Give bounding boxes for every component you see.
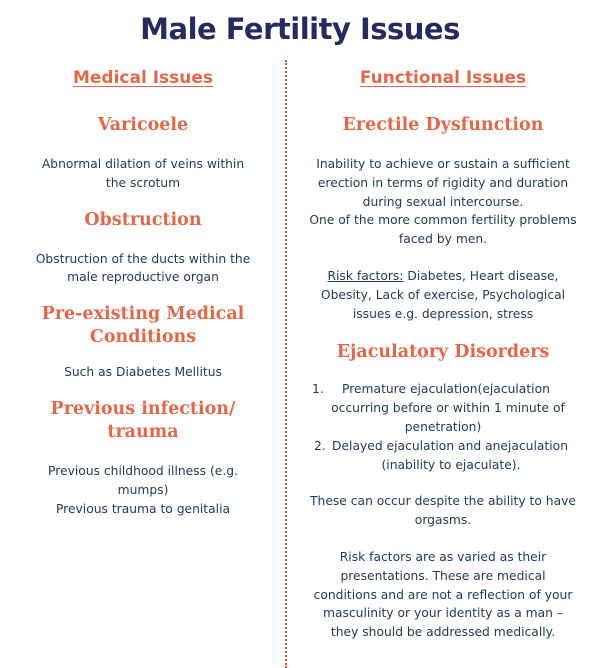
ed-risk-line: Obesity, Lack of exercise, Psychological [320,287,566,302]
ejaculatory-disorders-section [298,341,588,642]
functional-issues-column [298,64,588,642]
ed-line: faced by men. [398,232,488,247]
ed-line: One of the more common fertility problems [309,213,577,228]
obstruction-line: male reproductive organ [67,270,219,285]
erectile-dysfunction-title: Erectile Dysfunction [342,115,544,135]
previous-infection-title: Previous infection/ [50,398,236,419]
obstruction-section [8,209,278,288]
medical-issues-heading: Medical Issues [72,68,214,88]
ed-line: erection in terms of rigidity and duration [317,175,569,190]
ej-closing-line: presentations. These are medical [340,568,546,583]
ed-risk-factors [298,267,588,286]
ej-note-line: orgasms. [414,513,472,528]
varicoele-line: the scrotum [105,175,181,190]
list-item [298,437,588,475]
list-item-line: penetration) [404,419,482,434]
medical-issues-column [8,64,278,518]
ej-closing-line: conditions and are not a reflection of your [313,587,573,602]
list-item-line [298,437,588,456]
list-number: 1. [312,382,324,397]
ed-risk-line: issues e.g. depression, stress [352,306,534,321]
list-number: 2. [314,438,326,453]
varicoele-section [8,114,278,193]
risk-factors-label: Risk factors: [327,268,404,283]
ej-note-line: These can occur despite the ability to have [310,494,576,509]
ejaculatory-disorders-title: Ejaculatory Disorders [336,342,550,363]
preexisting-title: Conditions [89,327,197,348]
obstruction-line: Obstruction of the ducts within the [35,251,251,266]
ej-closing-line: Risk factors are as varied as their [339,549,547,564]
ejaculatory-disorders-list [298,380,588,474]
varicoele-title: Varicoele [97,115,189,135]
previous-infection-title: trauma [107,421,179,442]
ej-closing-line: they should be addressed medically. [330,625,556,640]
column-divider [285,60,287,668]
preexisting-title: Pre-existing Medical [41,304,245,325]
functional-issues-heading: Functional Issues [359,68,527,88]
list-item-line: (inability to ejaculate). [381,457,521,472]
risk-factors-text: Diabetes, Heart disease, [403,268,559,283]
erectile-dysfunction-section [298,114,588,323]
list-item [298,380,588,436]
ed-line: during sexual intercourse. [362,194,524,209]
previous-infection-section [8,398,278,518]
list-item-text: Premature ejaculation(ejaculation [342,382,550,397]
ed-line: Inability to achieve or sustain a sufficient [316,157,570,171]
preexisting-line: Such as Diabetes Mellitus [64,365,222,380]
obstruction-title: Obstruction [84,209,202,230]
page-title: Male Fertility Issues [140,12,460,46]
varicoele-line: Abnormal dilation of veins within [41,157,245,171]
previous-infection-line: mumps) [117,482,169,497]
ej-closing-line: masculinity or your identity as a man – [322,606,564,621]
previous-infection-line: Previous trauma to genitalia [55,501,231,516]
list-item-text: Delayed ejaculation and anejaculation [332,438,568,453]
previous-infection-line: Previous childhood illness (e.g. [48,463,238,478]
list-item-line: occurring before or within 1 minute of [331,401,565,416]
preexisting-section [8,303,278,382]
list-item-line [298,380,588,399]
